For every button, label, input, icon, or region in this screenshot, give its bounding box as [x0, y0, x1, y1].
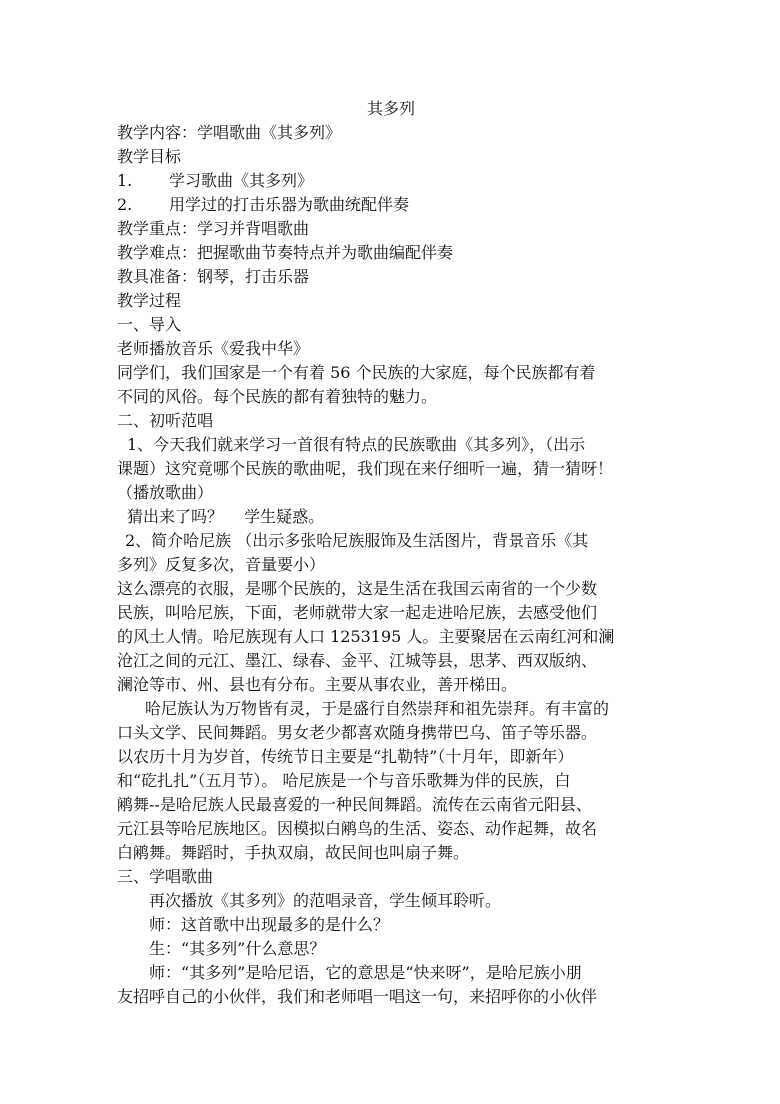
text-line: 友招呼自己的小伙伴，我们和老师唱一唱这一句，来招呼你的小伙伴: [117, 987, 598, 1006]
text-line: 沧江之间的元江、墨江、绿春、金平、江城等县，思茅、西双版纳、: [117, 651, 598, 670]
section-heading: 二、初听范唱: [117, 411, 214, 430]
text-line: 猜出来了吗？ 学生疑惑。: [127, 507, 325, 526]
text-line: 白鹇舞。舞蹈时，手执双扇，故民间也叫扇子舞。: [117, 843, 470, 862]
section-heading: 教学过程: [117, 291, 182, 310]
text-line: 教学重点：学习并背唱歌曲: [117, 219, 310, 238]
text-line: 教具准备：钢琴，打击乐器: [117, 267, 310, 286]
text-line: 再次播放《其多列》的范唱录音，学生倾耳聆听。: [149, 891, 502, 910]
text-line: 教学内容：学唱歌曲《其多列》: [117, 123, 342, 142]
list-item: [117, 193, 665, 217]
text-line: 生：“其多列”什么意思？: [149, 939, 326, 958]
text-line: 老师播放音乐《爱我中华》: [117, 339, 310, 358]
text-line: 鹇舞--是哈尼族人民最喜爱的一种民间舞蹈。流传在云南省元阳县、: [117, 795, 592, 814]
text-line: 元江县等哈尼族地区。因模拟白鹇鸟的生活、姿态、动作起舞，故名: [117, 819, 598, 838]
text-line: 的风土人情。哈尼族现有人口 1253195 人。主要聚居在云南红河和澜: [117, 627, 615, 646]
list-item: [117, 169, 665, 193]
section-heading: 一、导入: [117, 315, 182, 334]
text-line: 哈尼族认为万物皆有灵，于是盛行自然崇拜和祖先崇拜。有丰富的: [145, 699, 610, 718]
text-line: 民族，叫哈尼族，下面，老师就带大家一起走进哈尼族，去感受他们: [117, 603, 598, 622]
document-body: [117, 97, 665, 1009]
list-number: 2.: [117, 195, 133, 214]
text-line: 2、简介哈尼族 （出示多张哈尼族服饰及生活图片，背景音乐《其: [125, 531, 589, 550]
text-line: 师：这首歌中出现最多的是什么？: [149, 915, 390, 934]
list-text: 学习歌曲《其多列》: [169, 171, 314, 190]
text-line: 这么漂亮的衣服，是哪个民族的，这是生活在我国云南省的一个少数: [117, 579, 598, 598]
list-number: 1.: [117, 171, 133, 190]
text-line: （播放歌曲）: [117, 483, 214, 502]
text-line: 课题）这究竟哪个民族的歌曲呢，我们现在来仔细听一遍，猜一猜呀！: [117, 459, 614, 478]
text-line: 师：“其多列”是哈尼语，它的意思是“快来呀”，是哈尼族小朋: [149, 963, 582, 982]
text-line: 多列》反复多次，音量要小）: [117, 555, 326, 574]
list-text: 用学过的打击乐器为歌曲统配伴奏: [169, 195, 410, 214]
section-heading: 三、学唱歌曲: [117, 867, 214, 886]
text-line: 以农历十月为岁首，传统节日主要是“扎勒特”（十月年，即新年）: [117, 747, 574, 766]
text-line: 教学目标: [117, 147, 182, 166]
text-line: 口头文学、民间舞蹈。男女老少都喜欢随身携带巴乌、笛子等乐器。: [117, 723, 598, 742]
text-line: 不同的风俗。每个民族的都有着独特的魅力。: [117, 387, 438, 406]
text-line: 和“矻扎扎”（五月节）。 哈尼族是一个与音乐歌舞为伴的民族，白: [117, 771, 571, 790]
page-title: 其多列: [366, 99, 415, 118]
text-line: 1、今天我们就来学习一首很有特点的民族歌曲《其多列》，（出示: [127, 435, 586, 454]
text-line: 澜沧等市、州、县也有分布。主要从事农业，善开梯田。: [117, 675, 518, 694]
text-line: 同学们，我们国家是一个有着 56 个民族的大家庭，每个民族都有着: [117, 363, 596, 382]
text-line: 教学难点：把握歌曲节奏特点并为歌曲编配伴奏: [117, 243, 454, 262]
